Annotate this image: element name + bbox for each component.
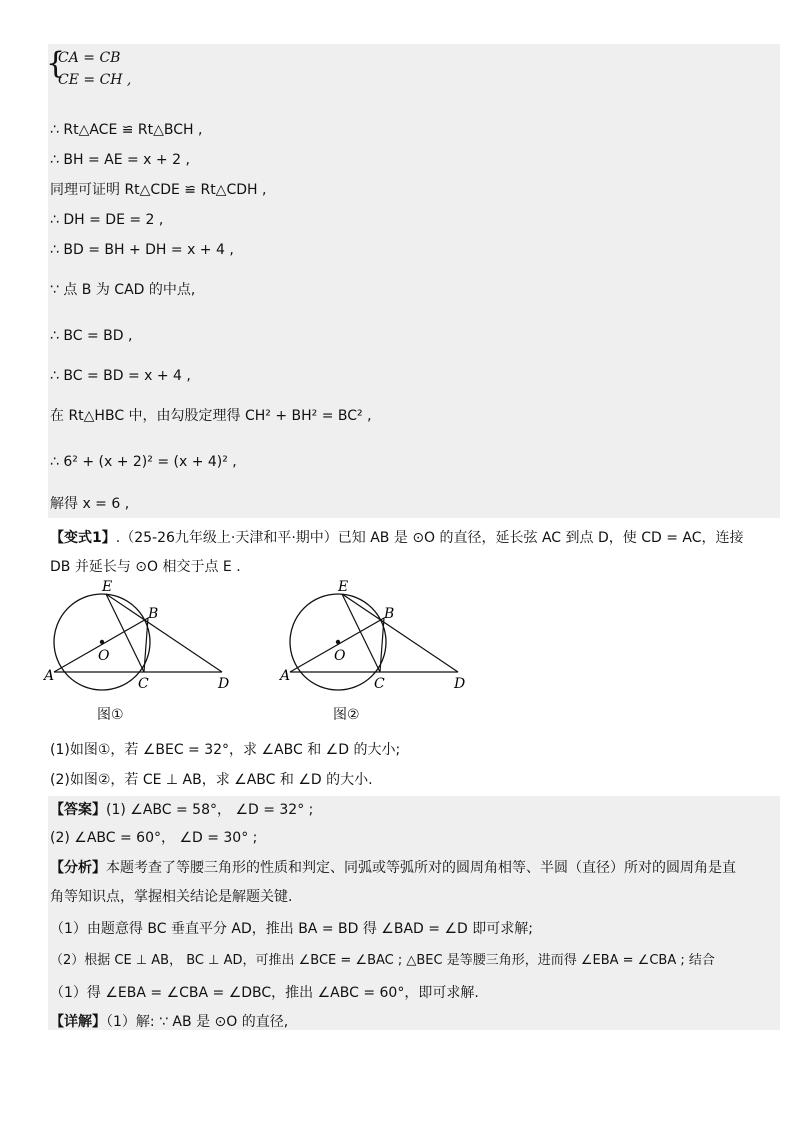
figure-2-label-b: B	[384, 606, 395, 622]
solution-line: ∵ 点 B 为 CAD 的中点,	[50, 282, 196, 298]
variant-line-2: DB 并延长与 ⊙O 相交于点 E .	[50, 559, 241, 575]
figure-1-label-o: O	[98, 648, 110, 664]
figure-1-label-d: D	[218, 676, 230, 692]
figure-2-caption: 图②	[333, 707, 360, 723]
solution-line: ∴ Rt△ACE ≌ Rt△BCH ,	[50, 122, 203, 138]
answer-text-1: (1) ∠ABC = 58°， ∠D = 32° ;	[106, 802, 314, 818]
analysis-line-3: （1）由题意得 BC 垂直平分 AD，推出 BA = BD 得 ∠BAD = ∠D 即可求解;	[50, 921, 533, 937]
analysis-text-1: 本题考查了等腰三角形的性质和判定、同弧或等弧所对的圆周角相等、半圆（直径）所对的圆周角是直	[106, 860, 736, 876]
answer-line-2: (2) ∠ABC = 60°， ∠D = 30° ;	[50, 830, 258, 846]
system-line-1: CA = CB	[58, 50, 121, 66]
figure-2-label-d: D	[454, 676, 466, 692]
answer-label: 【答案】	[50, 802, 106, 818]
detail-line-1	[50, 1012, 288, 1032]
solution-line: ∴ DH = DE = 2 ,	[50, 212, 164, 228]
variant-text-1: .（25-26九年级上·天津和平·期中）已知 AB 是 ⊙O 的直径，延长弦 AC 到点 D，使 CD = AC，连接	[115, 530, 744, 546]
analysis-label: 【分析】	[50, 860, 106, 876]
figure-1-label-a: A	[44, 668, 55, 684]
figure-2-label-c: C	[374, 676, 385, 692]
figure-2-center-dot	[336, 640, 340, 644]
figure-1-label-c: C	[138, 676, 149, 692]
answer-line-1	[50, 800, 313, 820]
figure-2-label-a: A	[280, 668, 291, 684]
figure-1-center-dot	[100, 640, 104, 644]
figure-1-label-e: E	[102, 580, 113, 595]
solution-line: ∴ BC = BD = x + 4 ,	[50, 368, 191, 384]
figure-1-caption: 图①	[97, 707, 124, 723]
figure-2-line-ec	[342, 594, 380, 672]
analysis-line-5: （1）得 ∠EBA = ∠CBA = ∠DBC，推出 ∠ABC = 60°，即可求解.	[50, 985, 479, 1001]
solution-line: 同理可证明 Rt△CDE ≌ Rt△CDH ,	[50, 182, 267, 198]
detail-text-1: （1）解: ∵ AB 是 ⊙O 的直径,	[106, 1014, 289, 1030]
solution-line: ∴ BD = BH + DH = x + 4 ,	[50, 242, 234, 258]
figure-1-line-ed	[106, 594, 222, 672]
solution-line: ∴ 6² + (x + 2)² = (x + 4)² ,	[50, 454, 237, 470]
question-1: (1)如图①，若 ∠BEC = 32°，求 ∠ABC 和 ∠D 的大小;	[50, 742, 401, 758]
figure-2-label-e: E	[338, 580, 349, 595]
figure-2	[276, 580, 486, 700]
detail-label: 【详解】	[50, 1014, 106, 1030]
variant-line-1	[50, 528, 744, 548]
solution-line: ∴ BC = BD ,	[50, 328, 133, 344]
solution-line: ∴ BH = AE = x + 2 ,	[50, 152, 190, 168]
system-brace: {	[46, 46, 66, 81]
figure-2-line-ed	[342, 594, 458, 672]
analysis-line-4: （2）根据 CE ⊥ AB， BC ⊥ AD，可推出 ∠BCE = ∠BAC ; △BEC 是等腰三角形，进而得 ∠EBA = ∠CBA ; 结合	[50, 953, 715, 968]
figure-2-line-bc	[380, 618, 384, 672]
analysis-line-1	[50, 858, 736, 878]
analysis-line-2: 角等知识点，掌握相关结论是解题关键.	[50, 889, 293, 905]
figure-1	[40, 580, 250, 700]
figure-1-line-ec	[106, 594, 144, 672]
solution-line: 在 Rt△HBC 中，由勾股定理得 CH² + BH² = BC² ,	[50, 408, 372, 424]
question-2: (2)如图②，若 CE ⊥ AB，求 ∠ABC 和 ∠D 的大小.	[50, 772, 373, 788]
variant-label: 【变式1】	[50, 530, 116, 546]
solution-line: 解得 x = 6 ,	[50, 496, 130, 512]
figure-1-label-b: B	[148, 606, 159, 622]
figure-1-line-bc	[144, 618, 148, 672]
figure-2-label-o: O	[334, 648, 346, 664]
system-line-2: CE = CH ,	[58, 72, 132, 88]
